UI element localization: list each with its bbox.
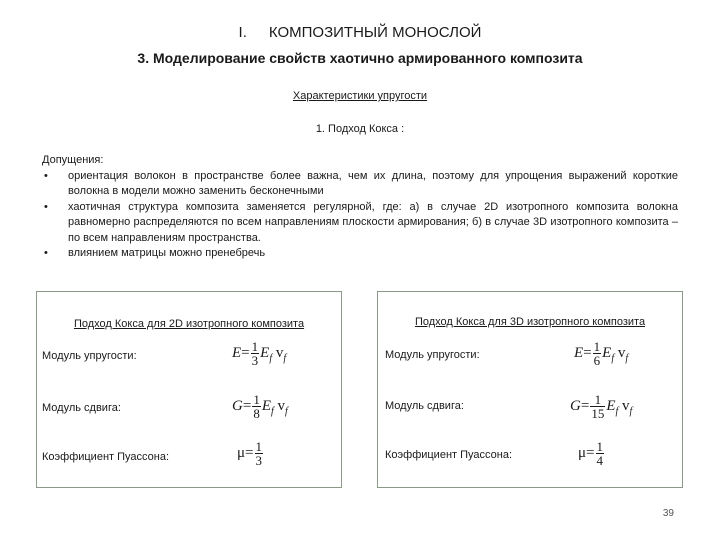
assumption-item [42, 169, 678, 200]
bullet-icon: • [44, 169, 48, 182]
page-title: 3. Моделирование свойств хаотично армированного композита [137, 50, 583, 66]
box-2d-shear-label: Модуль сдвига: [42, 402, 121, 414]
bullet-icon: • [44, 247, 48, 259]
assumption-text: хаотичная структура композита заменяется регулярной, где: а) в случае 2D изотропного композита волокна равномерно распределяются по всем направлениям плоскости армирования; б) в случае 3D изотропного композита – по всем направлениям пространства. [68, 200, 678, 244]
box-3d-modulus-label: Модуль упругости: [385, 349, 480, 361]
assumption-item [42, 200, 678, 247]
box-3d-poisson-label: Коэффициент Пуассона: [385, 449, 513, 461]
box-2d-shear-formula: G= $\frac{1}{8}$ $E_f$ $v_f$ [232, 392, 288, 421]
box-3d-title: Подход Кокса для 3D изотропного композита [414, 316, 646, 328]
box-3d-shear-formula: G= $\frac{1}{15}$ $E_f$ $v_f$ [570, 392, 633, 421]
section-title: КОМПОЗИТНЫЙ МОНОСЛОЙ [268, 24, 482, 41]
box-3d-shear-label: Модуль сдвига: [385, 400, 464, 412]
assumption-text: ориентация волокон в пространстве более важна, чем их длина, поэтому для упрощения выражений короткие волокна в модели можно заменить бесконечными [68, 169, 678, 197]
box-2d-modulus-formula: E= $\frac{1}{3}$ $E_f$ $v_f$ [232, 339, 287, 368]
box-2d-title: Подход Кокса для 2D изотропного композита [73, 318, 305, 330]
page-number: 39 [662, 508, 674, 519]
subheading [0, 90, 720, 102]
box-2d-poisson-label: Коэффициент Пуассона: [42, 451, 170, 463]
assumptions-list [42, 169, 678, 262]
assumptions-label: Допущения: [42, 154, 104, 166]
assumption-text: влиянием матрицы можно пренебречь [68, 247, 266, 259]
assumption-item [42, 246, 678, 262]
box-2d-poisson-formula: μ= $\frac{1}{3}$ [237, 439, 263, 468]
assumptions-block [42, 153, 678, 262]
box-3d-modulus-formula: E= $\frac{1}{6}$ $E_f$ $v_f$ [574, 339, 629, 368]
subheading-text: Характеристики упругости [292, 90, 428, 102]
box-2d-modulus-label: Модуль упругости: [42, 350, 137, 362]
bullet-icon: • [44, 200, 48, 213]
approach-heading: 1. Подход Кокса : [315, 123, 405, 135]
box-3d-poisson-formula: μ= $\frac{1}{4}$ [578, 439, 604, 468]
section-number: I. [238, 24, 247, 41]
section-heading [0, 24, 720, 41]
